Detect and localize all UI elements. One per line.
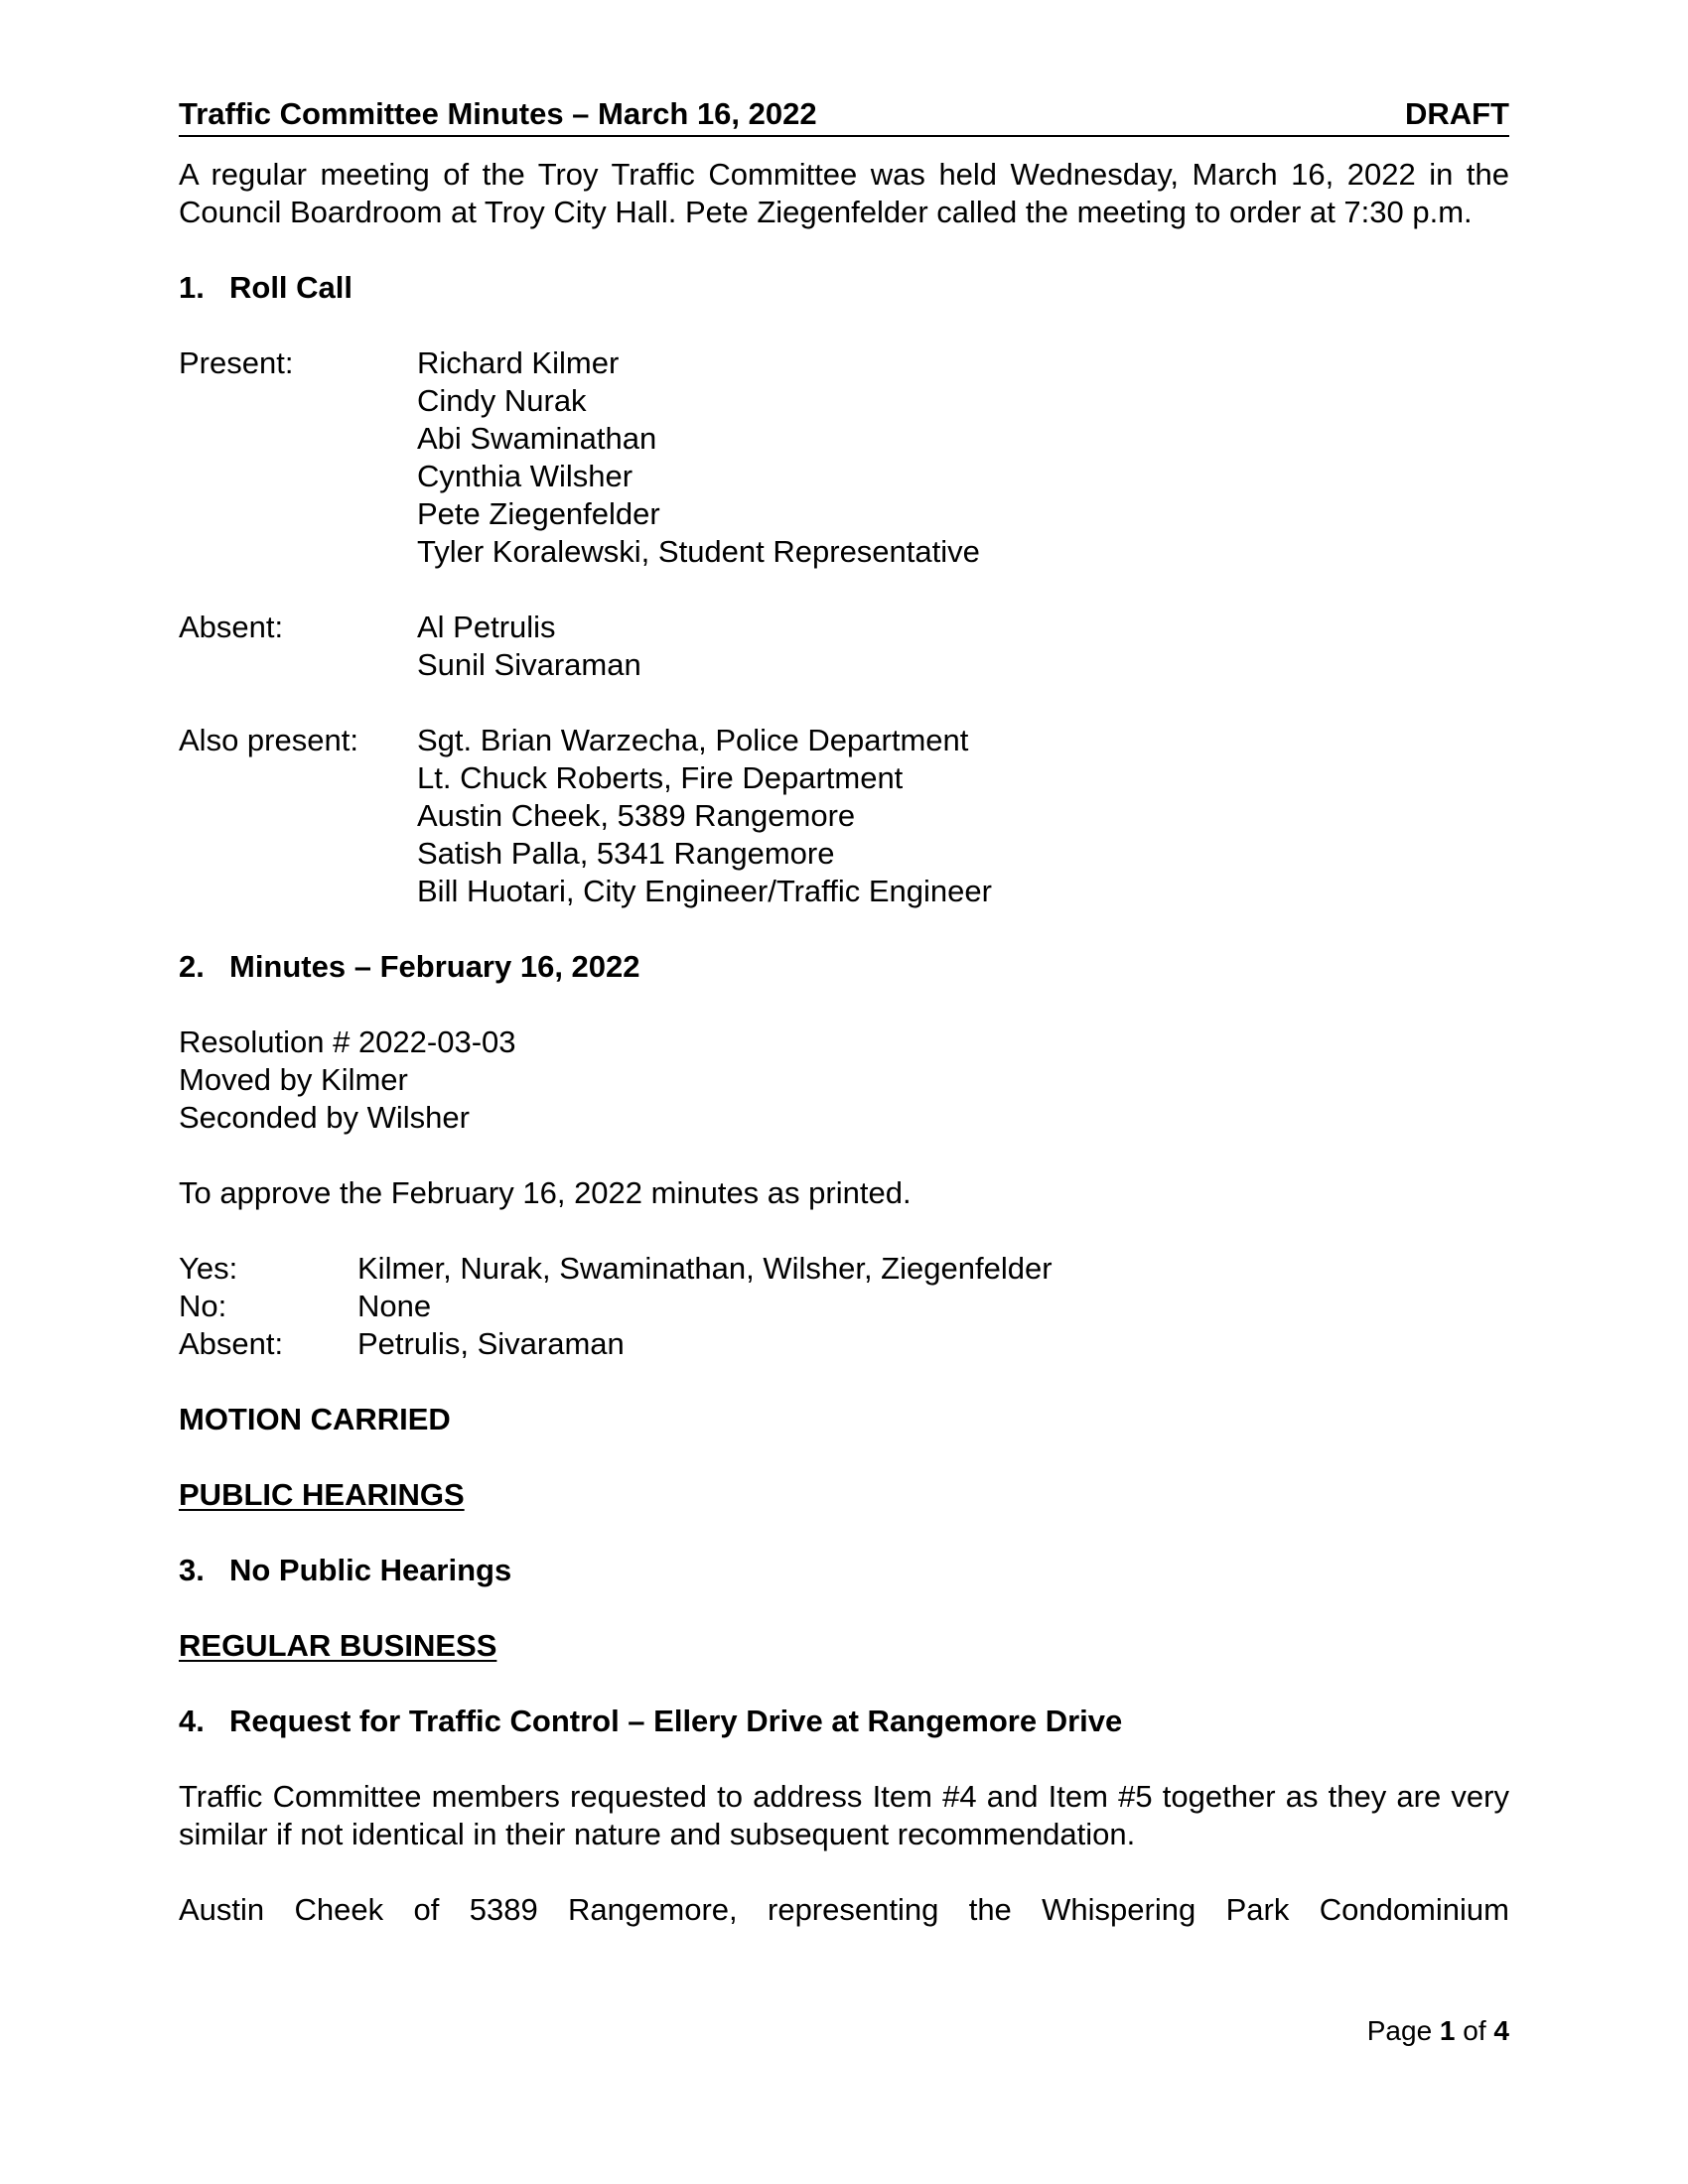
vote-value: None [357,1289,432,1323]
word: Rangemore, [568,1892,738,1927]
draft-label: DRAFT [1404,96,1509,131]
page-number-total: 4 [1493,2015,1509,2046]
word: the [968,1892,1012,1927]
page-number-current: 1 [1439,2015,1456,2046]
minutes-heading [179,948,1509,986]
roll-name: Al Petrulis [417,610,556,644]
roll-call-heading [179,269,1509,307]
intro-paragraph: A regular meeting of the Troy Traffic Committee was held Wednesday, March 16, 2022 in the Council Boardroom at Troy City Hall. Pete Ziegenfelder called the meeting to order at 7:30 p.m. [179,157,1509,229]
vote-value: Petrulis, Sivaraman [357,1326,625,1361]
public-hearings-title: PUBLIC HEARINGS [179,1477,465,1512]
word: 5389 [469,1892,538,1927]
section-title: Roll Call [229,270,353,305]
page-number-middle: of [1455,2015,1494,2046]
vote-no-row [179,1288,1509,1325]
roll-name: Cindy Nurak [417,383,587,418]
section-title: Minutes – February 16, 2022 [229,949,640,984]
motion-result: MOTION CARRIED [179,1402,451,1436]
vote-label: Yes: [179,1251,238,1286]
roll-name: Satish Palla, 5341 Rangemore [417,836,835,871]
public-hearings-heading [179,1552,1509,1589]
moved-by: Moved by Kilmer [179,1062,408,1097]
roll-label-absent: Absent: [179,610,284,644]
roll-present-group [179,344,1509,571]
traffic-control-heading [179,1703,1509,1740]
section-title: No Public Hearings [229,1553,512,1587]
page-number-prefix: Page [1366,2015,1440,2046]
word: Cheek [294,1892,384,1927]
roll-label-present: Present: [179,345,294,380]
roll-also-present-group [179,722,1509,910]
regular-business-title: REGULAR BUSINESS [179,1628,497,1663]
vote-yes-row [179,1250,1509,1288]
resolution-number: Resolution # 2022-03-03 [179,1024,516,1059]
vote-label: No: [179,1289,227,1323]
page-header [179,96,1509,137]
roll-names-present [417,344,980,571]
roll-names-also-present [417,722,992,910]
section-number: 1. [179,270,205,305]
roll-name: Richard Kilmer [417,345,620,380]
roll-name: Sgt. Brian Warzecha, Police Department [417,723,969,757]
roll-absent-group [179,609,1509,684]
vote-label: Absent: [179,1326,284,1361]
word: Whispering [1042,1892,1196,1927]
roll-names-absent [417,609,641,684]
section-number: 3. [179,1553,205,1587]
word: Park [1225,1892,1290,1927]
document-title: Traffic Committee Minutes – March 16, 2022 [179,96,817,131]
word: representing [768,1892,939,1927]
page-number [1367,2012,1509,2050]
seconded-by: Seconded by Wilsher [179,1100,470,1135]
roll-name: Lt. Chuck Roberts, Fire Department [417,760,904,795]
motion-text: To approve the February 16, 2022 minutes as printed. [179,1175,912,1210]
roll-label-also-present: Also present: [179,723,358,757]
roll-name: Tyler Koralewski, Student Representative [417,534,980,569]
business-paragraph-continued [179,1891,1509,1929]
section-number: 4. [179,1704,205,1738]
word: of [413,1892,440,1927]
section-number: 2. [179,949,205,984]
roll-name: Pete Ziegenfelder [417,496,660,531]
business-paragraph: Traffic Committee members requested to address Item #4 and Item #5 together as they are very similar if not identical in their nature and subsequent recommendation. [179,1779,1509,1851]
vote-value: Kilmer, Nurak, Swaminathan, Wilsher, Ziegenfelder [357,1251,1053,1286]
section-title: Request for Traffic Control – Ellery Drive at Rangemore Drive [229,1704,1123,1738]
roll-name: Abi Swaminathan [417,421,657,456]
word: Condominium [1319,1892,1509,1927]
word: Austin [179,1892,265,1927]
roll-name: Cynthia Wilsher [417,459,633,493]
vote-absent-row [179,1325,1509,1363]
roll-name: Austin Cheek, 5389 Rangemore [417,798,856,833]
roll-name: Sunil Sivaraman [417,647,641,682]
document-page [179,96,1509,1929]
roll-name: Bill Huotari, City Engineer/Traffic Engineer [417,874,992,908]
